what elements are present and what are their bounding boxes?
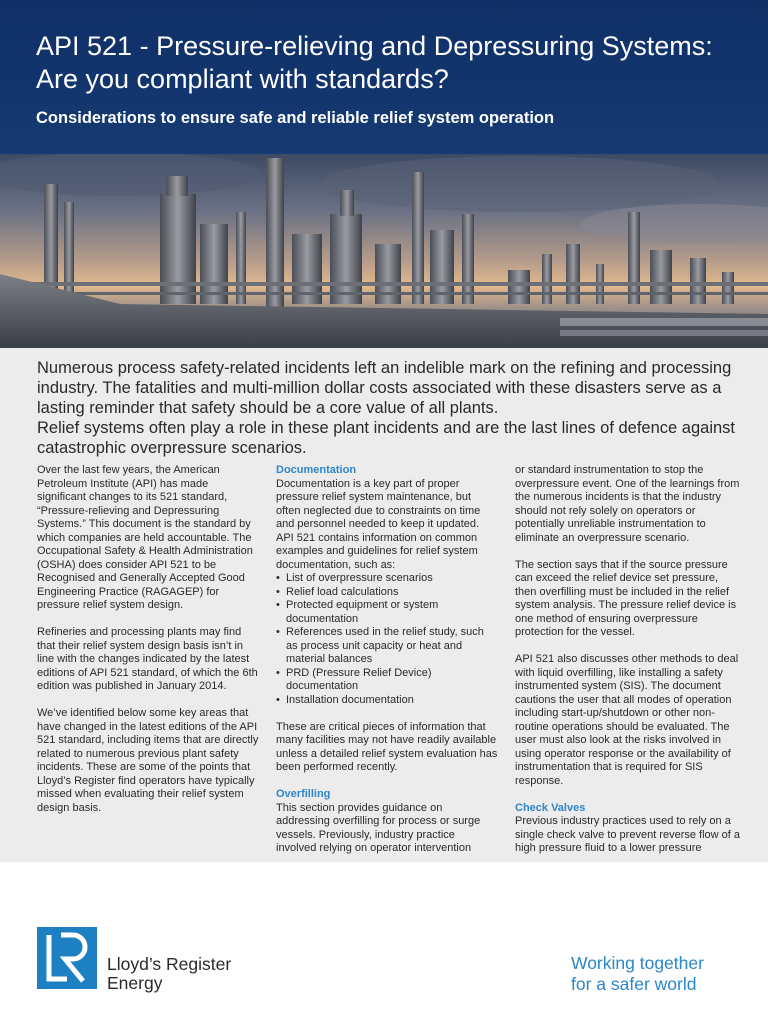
- brand-line-1: Lloyd’s Register: [107, 954, 232, 974]
- col1-paragraph-2: Refineries and processing plants may find that their relief system design basis isn’t in line with the changes indicated by the latest editions of API 521 standard, of which the 6th edition was published in January 2014.: [37, 626, 258, 692]
- refinery-photo: [0, 154, 768, 348]
- col2-paragraph-1: Documentation is a key part of proper pressure relief system maintenance, but often neglected due to constraints on time and personnel needed to keep it updated. API 521 contains information on common examples and guidelines for relief system documentation, such as:: [276, 477, 481, 571]
- col3-paragraph-3: API 521 also discusses other methods to deal with liquid overfilling, like installing a safety instrumented system (SIS). The document cautions the user that all modes of operation including start-up/shutdown or other non-routine operations should be evaluated. The user must also look at the risks involved in using operator response or the availability of instrumentation that is required for SIS response.: [515, 653, 739, 787]
- lloyds-register-logo: [37, 927, 97, 989]
- list-item: • Protected equipment or system documentation: [276, 599, 498, 626]
- col2-paragraph-2: These are critical pieces of information that many facilities may not have readily available unless a detailed relief system evaluation has been performed recently.: [276, 720, 498, 773]
- column-1: [37, 464, 259, 829]
- title-line-2: Are you compliant with standards?: [36, 64, 449, 94]
- col1-paragraph-1: Over the last few years, the American Petroleum Institute (API) has made significant changes to its 521 standard, “Pressure-relieving and Depressuring Systems.” This document is the standard by which companies are held accountable. The Occupational Safety & Health Administration (OSHA) does consider API 521 to be Recognised and Generally Accepted Good Engineering Practice (RAGAGEP) for pressure relief system design.: [37, 464, 253, 611]
- lead-paragraph-1: Numerous process safety-related incidents left an indelible mark on the refining and processing industry. The fatalities and multi-million dollar costs associated with these disasters serve as a lasting reminder that safety should be a core value of all plants.: [37, 359, 732, 417]
- col3-paragraph-2: The section says that if the source pressure can exceed the relief device set pressure, then overfilling must be included in the relief system analysis. The pressure relief device is one method of ensuring overpressure protection for the vessel.: [515, 558, 737, 638]
- header-banner: [0, 0, 768, 154]
- brand-name: [107, 955, 231, 993]
- heading-documentation: Documentation: [276, 464, 357, 476]
- column-2: [276, 464, 498, 869]
- list-item: • List of overpressure scenarios: [276, 572, 498, 586]
- lead-paragraph-2: Relief systems often play a role in these plant incidents and are the last lines of defence against catastrophic overpressure scenarios.: [37, 419, 735, 457]
- title-line-1: API 521 - Pressure-relieving and Depressuring Systems:: [36, 31, 713, 61]
- tagline: [571, 953, 704, 995]
- col3-paragraph-1: or standard instrumentation to stop the overpressure event. One of the learnings from the numerous incidents is that the industry should not rely solely on operators or potentially unreliable instrumentation to eliminate an overpressure scenario.: [515, 464, 740, 544]
- col2-paragraph-3: This section provides guidance on addressing overfilling for process or surge vessels. Previously, industry practice involved relying on operator intervention: [276, 801, 481, 854]
- brand-line-2: Energy: [107, 973, 163, 993]
- list-item: • References used in the relief study, such as process unit capacity or heat and material balances: [276, 626, 498, 667]
- page-title: [36, 30, 756, 96]
- tagline-line-2: for a safer world: [571, 974, 697, 994]
- col3-paragraph-4: Previous industry practices used to rely on a single check valve to prevent reverse flow of a high pressure fluid to a lower pressure: [515, 815, 741, 854]
- list-item: • Installation documentation: [276, 694, 498, 708]
- heading-check-valves: Check Valves: [515, 801, 586, 814]
- footer: [0, 862, 768, 1024]
- article-body: [0, 348, 768, 862]
- heading-overfilling: Overfilling: [276, 788, 331, 800]
- refinery-illustration: [0, 154, 768, 348]
- lr-logo-icon: [37, 927, 97, 989]
- list-item: • Relief load calculations: [276, 586, 498, 600]
- col1-paragraph-3: We’ve identified below some key areas that have changed in the latest editions of the API 521 standard, including items that are directly related to numerous previous plant safety incidents. These are some of the points that Lloyd’s Register find operators have typically missed when evaluating their relief system design basis.: [37, 707, 259, 814]
- tagline-line-1: Working together: [571, 953, 704, 973]
- page-subtitle: Considerations to ensure safe and reliable relief system operation: [36, 109, 555, 127]
- lead-section: [37, 358, 737, 458]
- column-3: [515, 464, 741, 869]
- list-item: • PRD (Pressure Relief Device) documentation: [276, 667, 498, 694]
- documentation-list: [276, 572, 498, 707]
